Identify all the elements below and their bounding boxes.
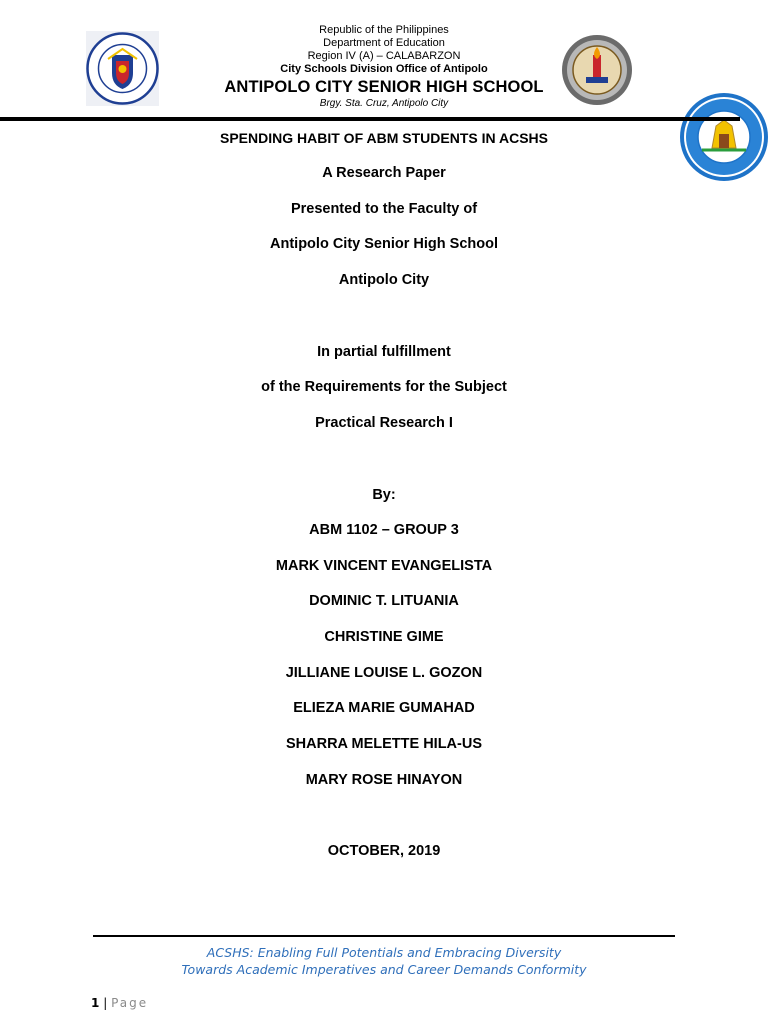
title-line: Presented to the Faculty of (290, 201, 478, 217)
author-name: CHRISTINE GIME (324, 629, 444, 645)
footer-motto-line2: Towards Academic Imperatives and Career Demands Conformity (181, 962, 587, 977)
author-name: DOMINIC T. LITUANIA (309, 593, 459, 609)
header-address: Brgy. Sta. Cruz, Antipolo City (319, 98, 449, 109)
header-school-name: ANTIPOLO CITY SENIOR HIGH SCHOOL (224, 78, 544, 96)
page-number: 1 (91, 996, 100, 1010)
author-name: SHARRA MELETTE HILA-US (285, 736, 482, 752)
page-number-footer (91, 996, 148, 1010)
footer-motto-line1: ACSHS: Enabling Full Potentials and Embracing Diversity (206, 945, 562, 960)
fulfillment-line: of the Requirements for the Subject (261, 379, 507, 395)
author-name: MARY ROSE HINAYON (305, 772, 463, 788)
footer-divider (93, 935, 675, 937)
header-divider (0, 117, 740, 121)
group-label: ABM 1102 – GROUP 3 (309, 522, 459, 538)
author-name: JILLIANE LOUISE L. GOZON (285, 665, 483, 681)
fulfillment-line: In partial fulfillment (317, 344, 451, 360)
title-line: Antipolo City Senior High School (270, 236, 498, 252)
submission-date: OCTOBER, 2019 (327, 843, 441, 859)
fulfillment-line: Practical Research I (315, 415, 453, 431)
author-name: ELIEZA MARIE GUMAHAD (293, 700, 475, 716)
title-line: Antipolo City (338, 272, 430, 288)
page-label: Page (111, 996, 149, 1010)
paper-title: SPENDING HABIT OF ABM STUDENTS IN ACSHS (220, 130, 548, 146)
page-separator: | (103, 996, 108, 1010)
header-republic: Republic of the Philippines (319, 24, 449, 36)
title-line: A Research Paper (322, 165, 446, 181)
header-division: City Schools Division Office of Antipolo (280, 63, 488, 75)
header-department: Department of Education (323, 37, 445, 49)
author-name: MARK VINCENT EVANGELISTA (275, 558, 493, 574)
header-region: Region IV (A) – CALABARZON (307, 50, 461, 62)
by-label: By: (372, 487, 396, 503)
